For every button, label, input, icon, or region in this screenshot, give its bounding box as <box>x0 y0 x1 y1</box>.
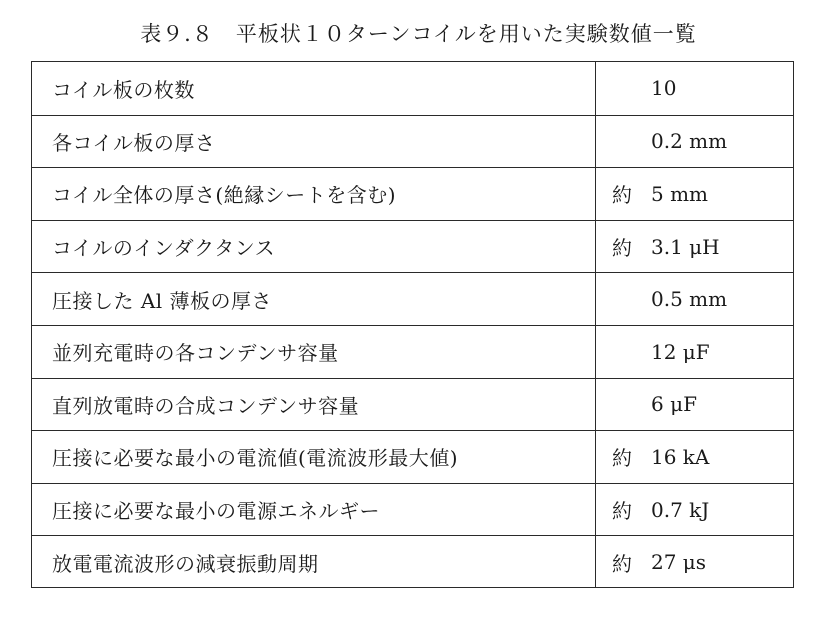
row-value: 16 kA <box>651 444 710 469</box>
row-label: 圧接した Al 薄板の厚さ <box>52 288 273 313</box>
row-value: 5 mm <box>651 181 709 206</box>
table-row <box>32 167 793 220</box>
column-divider <box>595 273 596 325</box>
row-value: 27 μs <box>651 550 707 575</box>
table-row <box>32 535 793 588</box>
row-label: 各コイル板の厚さ <box>52 130 216 155</box>
column-divider <box>595 221 596 273</box>
row-label: 放電電流波形の減衰振動周期 <box>52 551 319 576</box>
table-row <box>32 272 793 325</box>
table-caption: 表９.８ 平板状１０ターンコイルを用いた実験数値一覧 <box>140 22 697 46</box>
row-label: 圧接に必要な最小の電流値(電流波形最大値) <box>52 446 459 471</box>
table-row <box>32 62 793 115</box>
column-divider <box>595 484 596 536</box>
table-row <box>32 483 793 536</box>
table-row <box>32 220 793 273</box>
row-approx-prefix: 約 <box>612 183 632 208</box>
column-divider <box>595 536 596 588</box>
row-approx-prefix: 約 <box>612 499 632 524</box>
column-divider <box>595 431 596 483</box>
row-label: 並列充電時の各コンデンサ容量 <box>52 341 339 366</box>
table-row <box>32 378 793 431</box>
row-value: 0.7 kJ <box>651 497 710 522</box>
table-row <box>32 115 793 168</box>
row-value: 0.5 mm <box>651 287 728 312</box>
row-value: 3.1 μH <box>651 234 720 259</box>
row-value: 12 μF <box>651 339 710 364</box>
row-label: コイルのインダクタンス <box>52 236 276 261</box>
table-row <box>32 430 793 483</box>
column-divider <box>595 62 596 115</box>
row-approx-prefix: 約 <box>612 446 632 471</box>
column-divider <box>595 379 596 431</box>
row-value: 6 μF <box>651 392 697 417</box>
data-table <box>31 61 794 588</box>
row-approx-prefix: 約 <box>612 551 632 576</box>
row-label: 圧接に必要な最小の電源エネルギー <box>52 499 380 524</box>
row-label: コイル全体の厚さ(絶縁シートを含む) <box>52 183 397 208</box>
column-divider <box>595 116 596 168</box>
column-divider <box>595 168 596 220</box>
row-value: 0.2 mm <box>651 129 728 154</box>
column-divider <box>595 326 596 378</box>
row-label: 直列放電時の合成コンデンサ容量 <box>52 393 360 418</box>
row-label: コイル板の枚数 <box>52 77 195 102</box>
row-approx-prefix: 約 <box>612 236 632 261</box>
table-row <box>32 325 793 378</box>
row-value: 10 <box>651 76 677 101</box>
